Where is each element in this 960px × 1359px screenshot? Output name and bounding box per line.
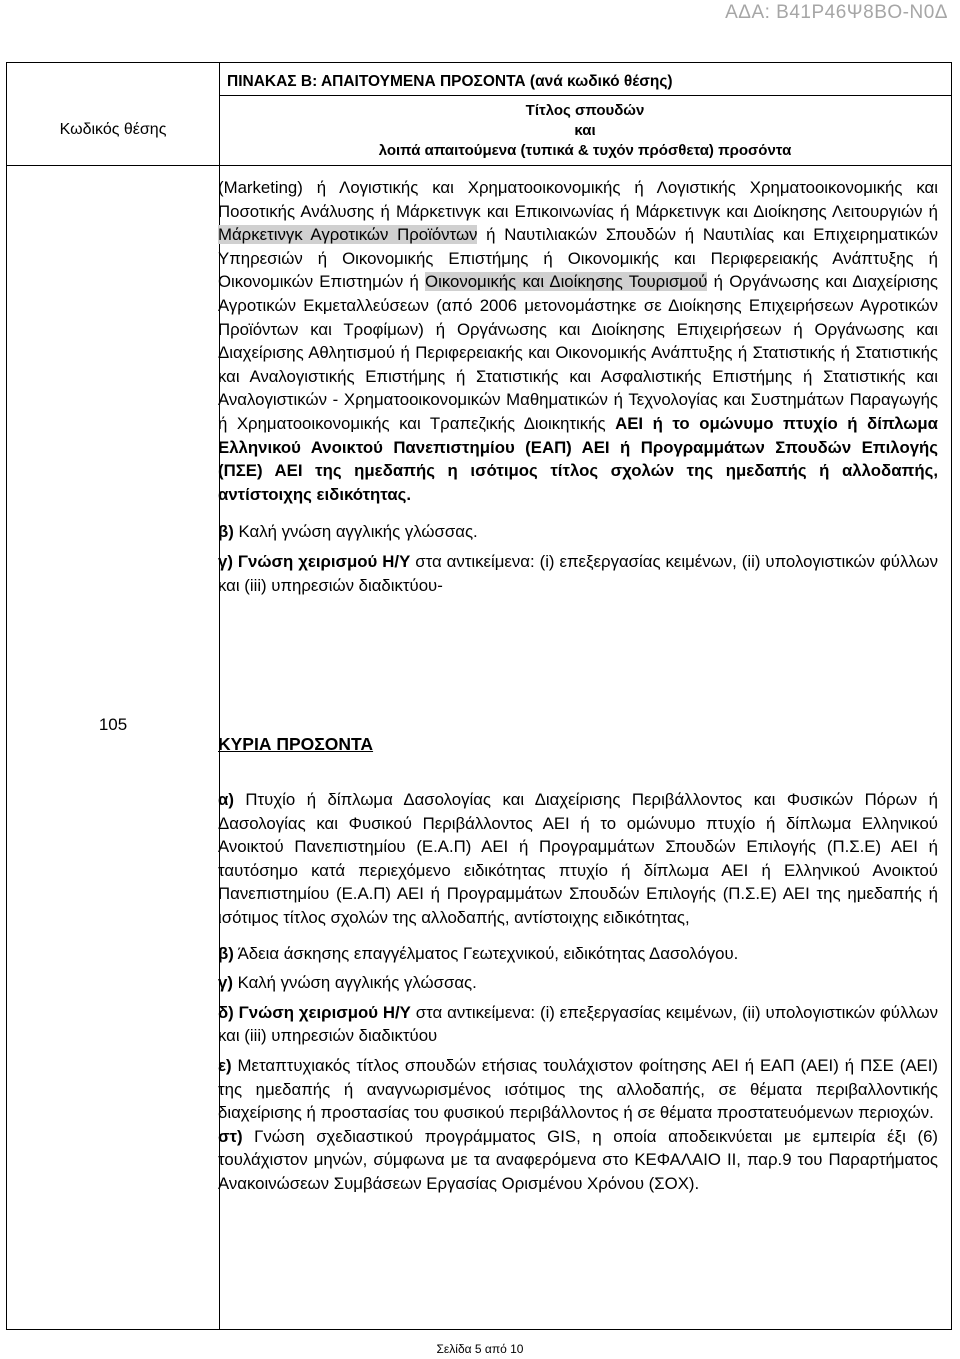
requirements-text-part2 bbox=[218, 788, 938, 1196]
table-title: ΠΙΝΑΚΑΣ Β: ΑΠΑΙΤΟΥΜΕΝΑ ΠΡΟΣΟΝΤΑ (ανά κωδικό θέσης) bbox=[227, 73, 673, 90]
main-qualifications-heading: ΚΥΡΙΑ ΠΡΟΣΟΝΤΑ bbox=[218, 734, 374, 754]
row-divider bbox=[219, 95, 951, 96]
title-column-header: Τίτλος σπουδών και λοιπά απαιτούμενα (τυπικά & τυχόν πρόσθετα) προσόντα bbox=[378, 102, 792, 159]
ada-code: ΑΔΑ: Β41Ρ46Ψ8ΒΟ-Ν0Δ bbox=[725, 2, 948, 23]
code-column-header: Κωδικός θέσης bbox=[59, 121, 167, 138]
position-code: 105 bbox=[98, 715, 128, 734]
qualification-a: α) Πτυχίο ή δίπλωμα Δασολογίας και Διαχείρισης Περιβάλλοντος και Φυσικών Πόρων ή Δασολογίας και Φυσικού Περιβάλλοντος ΑΕΙ ή το ομώνυμο πτυχίο ή δίπλωμα Ελληνικού Ανοικτού Πανεπιστημίου (Ε.Α.Π) ΑΕΙ ή Προγραμμάτων Σπουδών Επιλογής (Π.Σ.Ε) ΑΕΙ ή ταυτόσημο κατά περιεχόμενο ειδικότητας πτυχίο ή δίπλωμα ΑΕΙ ή Ελληνικού Ανοικτού Πανεπιστημίου (Ε.Α.Π) ΑΕΙ ή Προγραμμάτων Σπουδών Επιλογής (Π.Σ.Ε) ΑΕΙ της ημεδαπής ή ισότιμος τίτλος σχολών της αλλοδαπής, αντίστοιχης ειδικότητας, bbox=[218, 790, 938, 927]
requirement-b: β) Καλή γνώση αγγλικής γλώσσας. bbox=[218, 522, 478, 542]
page-number: Σελίδα 5 από 10 bbox=[436, 1342, 524, 1356]
header-divider bbox=[7, 165, 951, 166]
qualification-c: γ) Καλή γνώση αγγλικής γλώσσας. bbox=[218, 973, 477, 993]
requirement-c: γ) Γνώση χειρισμού Η/Υ στα αντικείμενα: (i) επεξεργασίας κειμένων, (ii) υπολογιστικών φύλλων και (iii) υπηρεσιών διαδικτύου- bbox=[218, 551, 938, 595]
qualification-e: ε) Μεταπτυχιακός τίτλος σπουδών ετήσιας τουλάχιστον φοίτησης ΑΕΙ ή ΕΑΠ (ΑΕΙ) ή ΠΣΕ (ΑΕΙ) της ημεδαπής ή αναγνωρισμένος ισότιμος της αλλοδαπής, σε θέματα περιβαλλοντικής διαχείρισης ή προστασίας του φυσικού περιβάλλοντος ή σε θέματα προστατευόμενων περιοχών. bbox=[218, 1055, 938, 1123]
qualification-st: στ) Γνώση σχεδιαστικού προγράμματος GIS, η οποία αποδεικνύεται με εμπειρία έξι (6) τουλάχιστον μηνών, σύμφωνα με τα αναφερόμενα στο ΚΕΦΑΛΑΙΟ ΙΙ, παρ.9 του Παραρτήματος Ανακοινώσεων Συμβάσεων Εργασίας Ορισμένου Χρόνου (ΣΟΧ). bbox=[218, 1126, 938, 1193]
qualification-d: δ) Γνώση χειρισμού Η/Υ στα αντικείμενα: (i) επεξεργασίας κειμένων, (ii) υπολογιστικών φύλλων και (iii) υπηρεσιών διαδικτύου bbox=[218, 1002, 938, 1046]
degree-list-paragraph: (Marketing) ή Λογιστικής και Χρηματοοικονομικής ή Λογιστικής Χρηματοοικονομικής και Ποσοτικής Ανάλυσης ή Μάρκετινγκ και Επικοινωνίας ή Μάρκετινγκ και Διοίκησης Λειτουργιών ή Μάρκετινγκ Αγροτικών Προϊόντων ή Ναυτιλιακών Σπουδών ή Ναυτιλίας και Επιχειρηματικών Υπηρεσιών ή Οικονομικής Επιστήμης ή Οικονομικής και Περιφερειακής Ανάπτυξης ή Οικονομικών Επιστημών ή Οικονομικής και Διοίκησης Τουρισμού ή Οργάνωσης και Διαχείρισης Αγροτικών Εκμεταλλεύσεων (από 2006 μετονομάστηκε σε Διοίκησης Επιχειρήσεων Αγροτικών Προϊόντων και Τροφίμων) ή Οργάνωσης και Διοίκησης Επιχειρήσεων ή Οργάνωσης και Διαχείρισης Αθλητισμού ή Περιφερειακής και Οικονομικής Ανάπτυξης ή Στατιστικής ή Στατιστικής και Αναλογιστικής Επιστήμης ή Στατιστικής και Ασφαλιστικής Επιστήμης ή Στατιστικής και Αναλογιστικών - Χρηματοοικονομικών Μαθηματικών ή Τεχνολογίας και Συστημάτων Παραγωγής ή Χρηματοοικονομικής και Τραπεζικής Διοικητικής ΑΕΙ ή το ομώνυμο πτυχίο ή δίπλωμα Ελληνικού Ανοικτού Πανεπιστημίου (ΕΑΠ) ΑΕΙ ή Προγραμμάτων Σπουδών Επιλογής (ΠΣΕ) ΑΕΙ της ημεδαπής η ισότιμος τίτλος σχολών της ημεδαπής ή αλλοδαπής, αντίστοιχης ειδικότητας. bbox=[218, 178, 938, 504]
requirements-text-part1 bbox=[218, 176, 938, 597]
qualification-b: β) Άδεια άσκησης επαγγέλματος Γεωτεχνικού, ειδικότητας Δασολόγου. bbox=[218, 943, 739, 963]
